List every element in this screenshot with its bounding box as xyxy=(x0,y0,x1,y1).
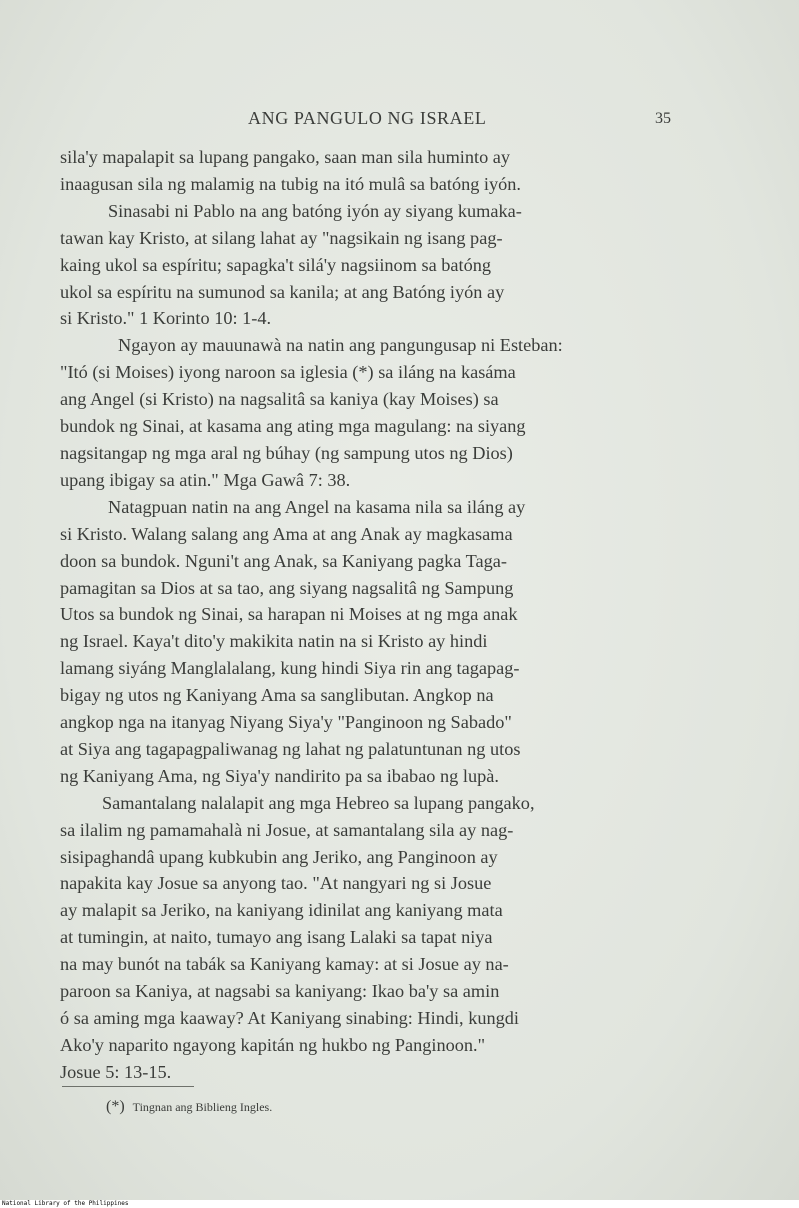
text-line: at tumingin, at naito, tumayo ang isang Lalaki sa tapat niya xyxy=(60,927,493,948)
footnote xyxy=(106,1098,272,1116)
text-line: angkop nga na itanyag Niyang Siya'y "Panginoon ng Sabado" xyxy=(60,712,512,733)
text-line: na may bunót na tabák sa Kaniyang kamay: at si Josue ay na- xyxy=(60,954,509,975)
text-line: ng Kaniyang Ama, ng Siya'y nandirito pa sa ibabao ng lupà. xyxy=(60,765,499,786)
running-title: ANG PANGULO NG ISRAEL xyxy=(248,108,487,128)
text-line: ukol sa espíritu na sumunod sa kanila; at ang Batóng iyón ay xyxy=(60,281,505,302)
credit-strip xyxy=(0,1200,799,1208)
text-line: bigay ng utos ng Kaniyang Ama sa sanglibutan. Angkop na xyxy=(60,685,494,706)
footnote-divider xyxy=(62,1086,194,1087)
text-line: ay malapit sa Jeriko, na kaniyang idinilat ang kaniyang mata xyxy=(60,900,503,921)
text-line: doon sa bundok. Nguni't ang Anak, sa Kaniyang pagka Taga- xyxy=(60,550,507,571)
text-line: sa ilalim ng pamamahalà ni Josue, at samantalang sila ay nag- xyxy=(60,819,514,840)
text-line: sila'y mapalapit sa lupang pangako, saan man sila huminto ay xyxy=(60,147,511,167)
text-line: Natagpuan natin na ang Angel na kasama nila sa iláng ay xyxy=(108,496,526,517)
text-line: Josue 5: 13-15. xyxy=(60,1061,172,1082)
paragraph-esteban xyxy=(60,332,692,493)
paragraph-josue xyxy=(60,790,692,1086)
footnote-text: Tingnan ang Biblieng Ingles. xyxy=(132,1100,273,1114)
text-line: Ngayon ay mauunawà na natin ang pangungusap ni Esteban: xyxy=(118,335,563,356)
text-line: Ako'y naparito ngayong kapitán ng hukbo ng Panginoon." xyxy=(60,1034,486,1055)
text-line: pamagitan sa Dios at sa tao, ang siyang nagsalitâ ng Sampung xyxy=(60,577,514,598)
text-line: bundok ng Sinai, at kasama ang ating mga magulang: na siyang xyxy=(60,416,526,437)
text-line: lamang siyáng Manglalalang, kung hindi Siya rin ang tagapag- xyxy=(60,658,520,679)
text-line: upang ibigay sa atin." Mga Gawâ 7: 38. xyxy=(60,469,351,490)
library-credit: National Library of the Philippines xyxy=(2,1200,129,1207)
text-line: si Kristo. Walang salang ang Ama at ang Anak ay magkasama xyxy=(60,523,513,544)
body-text xyxy=(60,144,692,1086)
page-header xyxy=(0,108,799,132)
footnote-mark: (*) xyxy=(106,1098,125,1115)
paragraph-angel xyxy=(60,494,692,790)
text-line: ng Israel. Kaya't dito'y makikita natin na si Kristo ay hindi xyxy=(60,631,488,652)
text-line: inaagusan sila ng malamig na tubig na itó mulâ sa batóng iyón. xyxy=(60,173,522,194)
text-line: ó sa aming mga kaaway? At Kaniyang sinabing: Hindi, kungdi xyxy=(60,1008,519,1028)
text-line: Sinasabi ni Pablo na ang batóng iyón ay siyang kumaka- xyxy=(108,200,522,221)
text-line: at Siya ang tagapagpaliwanag ng lahat ng palatuntunan ng utos xyxy=(60,738,521,759)
paragraph-pablo xyxy=(60,198,692,333)
page-number: 35 xyxy=(655,110,671,127)
paragraph-continuation xyxy=(60,144,692,198)
text-line: sisipaghandâ upang kubkubin ang Jeriko, ang Panginoon ay xyxy=(60,846,498,867)
text-line: paroon sa Kaniya, at nagsabi sa kaniyang: Ikao ba'y sa amin xyxy=(60,981,500,1002)
text-line: Samantalang nalalapit ang mga Hebreo sa lupang pangako, xyxy=(102,792,535,813)
text-line: tawan kay Kristo, at silang lahat ay "nagsikain ng isang pag- xyxy=(60,227,503,248)
text-line: napakita kay Josue sa anyong tao. "At nangyari ng si Josue xyxy=(60,873,492,894)
text-line: si Kristo." 1 Korinto 10: 1-4. xyxy=(60,308,272,329)
text-line: nagsitangap ng mga aral ng búhay (ng sampung utos ng Dios) xyxy=(60,442,513,463)
text-line: kaing ukol sa espíritu; sapagka't silá'y nagsiinom sa batóng xyxy=(60,254,492,275)
text-line: "Itó (si Moises) iyong naroon sa iglesia (*) sa iláng na kasáma xyxy=(60,362,516,383)
text-line: ang Angel (si Kristo) na nagsalitâ sa kaniya (kay Moises) sa xyxy=(60,389,499,410)
text-line: Utos sa bundok ng Sinai, sa harapan ni Moises at ng mga anak xyxy=(60,604,518,625)
